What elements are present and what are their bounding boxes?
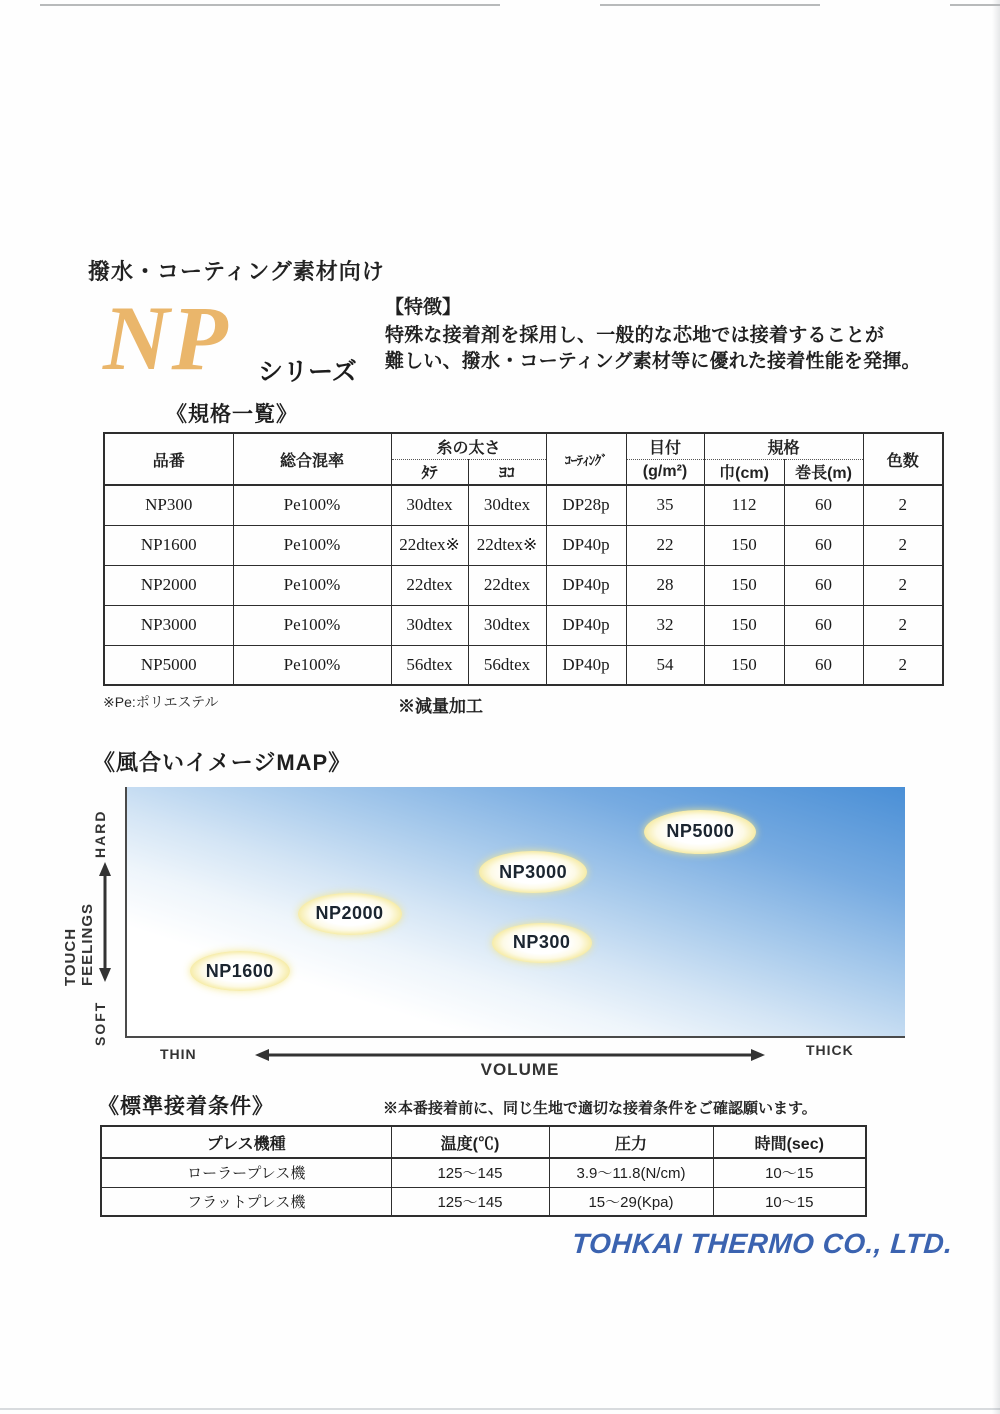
table-cell: 60: [784, 605, 863, 645]
table-cell: Pe100%: [233, 605, 391, 645]
table-cell: 60: [784, 645, 863, 685]
table-cell: NP3000: [104, 605, 233, 645]
table-cell: 30dtex: [391, 605, 468, 645]
table-cell: 60: [784, 485, 863, 525]
bonding-conditions-table: [100, 1125, 867, 1217]
header-blend-ratio: 総合混率: [233, 433, 391, 485]
scan-artifact-top-line: [600, 4, 820, 6]
table-cell: NP300: [104, 485, 233, 525]
table-cell: NP2000: [104, 565, 233, 605]
map-item-label: NP1600: [205, 960, 274, 981]
header-color-count: 色数: [863, 433, 943, 485]
scan-artifact-top-line: [40, 4, 500, 6]
table-cell: DP40p: [546, 645, 626, 685]
spec-table: [103, 432, 944, 686]
x-axis-title: VOLUME: [480, 1060, 560, 1079]
header-press-type: プレス機種: [101, 1126, 391, 1158]
np-series-logo: NP: [103, 287, 230, 389]
map-item-np300: [492, 923, 592, 963]
table-cell: ローラープレス機: [101, 1158, 391, 1187]
features-heading: 【特徴】: [385, 297, 462, 318]
table-cell: 30dtex: [468, 605, 546, 645]
table-cell: 54: [626, 645, 704, 685]
table-cell: 56dtex: [391, 645, 468, 685]
features-block: [385, 292, 925, 375]
texture-map-title: 《風合いイメージMAP》: [93, 750, 352, 775]
table-cell: DP40p: [546, 565, 626, 605]
table-cell: NP1600: [104, 525, 233, 565]
table-row-flat-press: [101, 1187, 866, 1216]
table-row-np3000: [104, 605, 943, 645]
table-cell: DP40p: [546, 525, 626, 565]
header-weft: ﾖｺ: [468, 459, 546, 485]
table-cell: 150: [704, 565, 784, 605]
map-item-label: NP300: [512, 932, 571, 953]
map-item-np5000: [644, 810, 756, 854]
company-logo: TOHKAI THERMO CO., LTD.: [570, 1228, 954, 1259]
table-cell: 125〜145: [391, 1158, 549, 1187]
series-suffix-label: シリーズ: [258, 358, 357, 386]
category-title: 撥水・コーティング素材向け: [88, 259, 385, 284]
y-axis-hard-label: HARD: [92, 809, 108, 858]
table-cell: DP40p: [546, 605, 626, 645]
features-text-line2: 難しい、撥水・コーティング素材等に優れた接着性能を発揮。: [385, 351, 921, 372]
bonding-conditions-note: ※本番接着前に、同じ生地で適切な接着条件をご確認願います。: [383, 1100, 817, 1117]
map-item-np2000: [298, 893, 402, 935]
table-cell: 10〜15: [713, 1187, 866, 1216]
table-cell: 2: [863, 485, 943, 525]
table-cell: 2: [863, 565, 943, 605]
table-cell: 28: [626, 565, 704, 605]
table-cell: 150: [704, 645, 784, 685]
table-cell: Pe100%: [233, 645, 391, 685]
spec-table-title: 《規格一覧》: [166, 403, 298, 426]
table-row-np1600: [104, 525, 943, 565]
header-temperature: 温度(℃): [391, 1126, 549, 1158]
table-cell: 32: [626, 605, 704, 645]
scan-artifact-right-edge: [992, 0, 1000, 1414]
table-cell: 112: [704, 485, 784, 525]
table-cell: 60: [784, 525, 863, 565]
map-item-np1600: [190, 951, 290, 991]
table-cell: 35: [626, 485, 704, 525]
table-cell: 15〜29(Kpa): [549, 1187, 713, 1216]
table-cell: Pe100%: [233, 565, 391, 605]
table-cell: 125〜145: [391, 1187, 549, 1216]
y-axis-soft-label: SOFT: [92, 1000, 108, 1046]
table-cell: 22dtex: [468, 565, 546, 605]
header-pressure: 圧力: [549, 1126, 713, 1158]
scan-artifact-bottom-line: [0, 1408, 1000, 1410]
table-cell: 22dtex: [391, 565, 468, 605]
table-row-np2000: [104, 565, 943, 605]
table-cell: 2: [863, 525, 943, 565]
x-axis-thick-label: THICK: [806, 1042, 854, 1058]
header-weight-unit: (g/m²): [626, 459, 704, 485]
table-cell: 56dtex: [468, 645, 546, 685]
header-spec: 規格: [704, 433, 863, 459]
header-yarn-size: 糸の太さ: [391, 433, 546, 459]
table-cell: 150: [704, 525, 784, 565]
table-cell: DP28p: [546, 485, 626, 525]
map-item-label: NP3000: [499, 861, 568, 882]
note-polyester: ※Pe:ポリエステル: [103, 694, 219, 710]
map-item-np3000: [479, 851, 587, 893]
header-width: 巾(cm): [704, 459, 784, 485]
table-cell: 22dtex※: [468, 525, 546, 565]
vertical-double-arrow-icon: [96, 860, 114, 984]
table-cell: 22: [626, 525, 704, 565]
table-row-roller-press: [101, 1158, 866, 1187]
table-cell: NP5000: [104, 645, 233, 685]
header-roll-length: 巻長(m): [784, 459, 863, 485]
features-text-line1: 特殊な接着剤を採用し、一般的な芯地では接着することが: [385, 325, 885, 346]
table-cell: Pe100%: [233, 525, 391, 565]
table-cell: 150: [704, 605, 784, 645]
bonding-conditions-title: 《標準接着条件》: [98, 1095, 274, 1118]
table-cell: Pe100%: [233, 485, 391, 525]
table-cell: 22dtex※: [391, 525, 468, 565]
table-row-np300: [104, 485, 943, 525]
table-cell: 30dtex: [468, 485, 546, 525]
table-cell: 10〜15: [713, 1158, 866, 1187]
map-item-label: NP2000: [315, 903, 384, 924]
header-coating: ｺｰﾃｨﾝｸﾞ: [546, 433, 626, 485]
table-cell: 60: [784, 565, 863, 605]
table-row-np5000: [104, 645, 943, 685]
map-item-label: NP5000: [666, 821, 735, 842]
table-cell: フラットプレス機: [101, 1187, 391, 1216]
table-cell: 3.9〜11.8(N/cm): [549, 1158, 713, 1187]
y-axis-title: TOUCH FEELINGS: [62, 902, 96, 986]
note-weight-reduction: ※減量加工: [398, 697, 483, 716]
table-cell: 30dtex: [391, 485, 468, 525]
header-weight: 目付: [626, 433, 704, 459]
table-cell: 2: [863, 605, 943, 645]
header-warp: ﾀﾃ: [391, 459, 468, 485]
header-time: 時間(sec): [713, 1126, 866, 1158]
header-part-no: 品番: [104, 433, 233, 485]
texture-map: [125, 787, 905, 1038]
x-axis-thin-label: THIN: [160, 1046, 197, 1062]
table-cell: 2: [863, 645, 943, 685]
